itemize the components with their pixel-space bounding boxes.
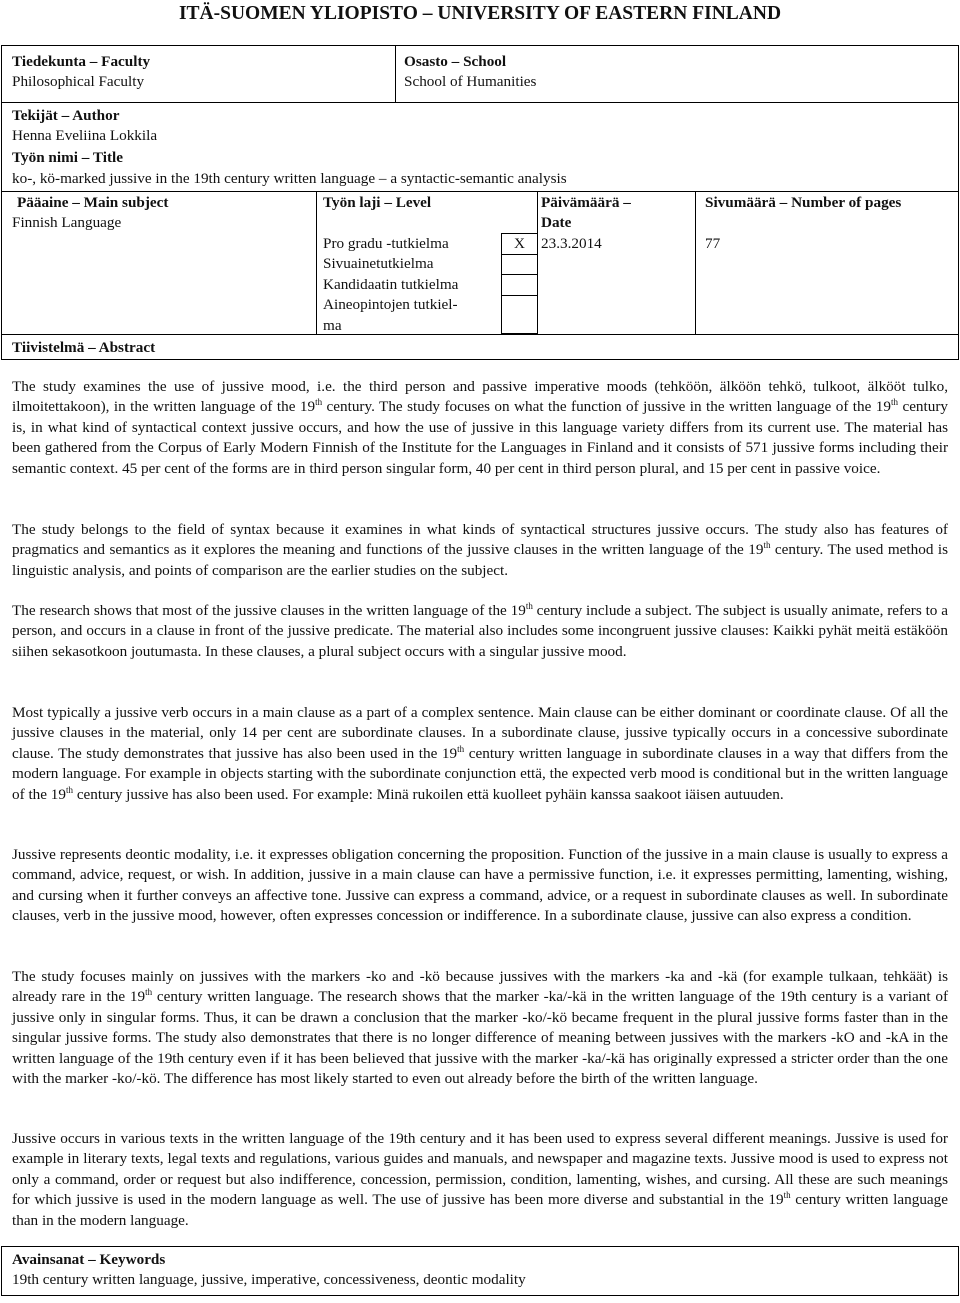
university-header: ITÄ-SUOMEN YLIOPISTO – UNIVERSITY OF EASTERN FINLAND — [178, 3, 782, 24]
date-value: 23.3.2014 — [541, 235, 602, 252]
keywords-value: 19th century written language, jussive, imperative, concessiveness, deontic modality — [12, 1271, 526, 1288]
divider — [501, 295, 538, 296]
abstract-paragraph: Most typically a jussive verb occurs in a main clause as a part of a complex sentence. Main clause can be either dominant or coordinate clause. Of all the jussive clauses in the material, only 14 per cent are subordinate clauses. In a subordinate clause, jussive typically occurs in a concessive subordinate clause. The study demonstrates that jussive has also been used in the 19th century written language in subordinate clauses in a way that differs from the modern language. For example in objects starting with the subordinate conjunction että, the expected verb mood is conditional but in the written language of the 19th century jussive has also been used. For example: Minä rukoilen että kuolleet pyhäin kanssa saakoot iäisen autuuden. — [12, 704, 948, 803]
divider — [316, 191, 317, 334]
pages-value: 77 — [705, 235, 721, 252]
title-value: ko-, kö-marked jussive in the 19th century written language – a syntactic-semantic analysis — [12, 170, 567, 187]
abstract-paragraph: The study examines the use of jussive mood, i.e. the third person and passive imperative moods (tehköön, älköön tehkö, tulkoot, älkööt tulko, ilmoitettakoon), in the written language of the 19th century. The study focuses on what the function of jussive in the written language of the 19th century is, in what kind of syntactical context jussive occurs, and how the use of jussive in this language variety differs from its current use. The material has been gathered from the Corpus of Early Modern Finnish of the Institute for the Languages in Finland and it consists of 571 jussive forms including their semantic context. 45 per cent of the forms are in third person singular form, 40 per cent in third person plural, and 15 per cent in passive voice. — [12, 378, 948, 477]
divider — [1, 102, 959, 103]
level-option: Pro gradu -tutkielma — [323, 235, 449, 252]
divider — [395, 45, 396, 103]
faculty-value: Philosophical Faculty — [12, 73, 145, 90]
author-label: Tekijät – Author — [12, 107, 120, 124]
pages-label: Sivumäärä – Number of pages — [705, 194, 902, 211]
abstract-paragraph: Jussive represents deontic modality, i.e. it expresses obligation concerning the proposition. Function of the jussive in a main clause is usually to express a command, advice, request, or wish. In addition, jussive in a main clause can have a permissive function, i.e. it expresses permitting, lamenting, wishing, and cursing when it further conveys an affective tone. Jussive can express a command, advice, or a request in subordinate clauses as well. In subordinate clauses, verb in the jussive mood, however, often expresses concession or indifference. In a subordinate clause, jussive can also express a condition. — [12, 846, 948, 925]
subject-label: Pääaine – Main subject — [17, 194, 169, 211]
keywords-label: Avainsanat – Keywords — [12, 1251, 166, 1268]
date-label: Date — [541, 214, 572, 231]
divider — [1, 191, 959, 192]
divider — [1, 334, 959, 335]
faculty-label: Tiedekunta – Faculty — [12, 53, 151, 70]
level-option: Aineopintojen tutkiel- — [323, 296, 458, 313]
author-value: Henna Eveliina Lokkila — [12, 127, 158, 144]
level-option: Kandidaatin tutkielma — [323, 276, 459, 293]
divider — [695, 191, 696, 334]
level-option: Sivuainetutkielma — [323, 255, 434, 272]
level-option: ma — [323, 317, 342, 334]
divider — [501, 274, 538, 275]
date-label: Päivämäärä – — [541, 194, 631, 211]
abstract-paragraph: The study belongs to the field of syntax because it examines in what kinds of syntactical structures jussive occurs. The study also has features of pragmatics and semantics as it explores the meaning and functions of the jussive clauses in the written language of the 19th century. The used method is linguistic analysis, and points of comparison are the earlier studies on the subject. — [12, 521, 949, 579]
level-checkbox-mark: X — [514, 235, 525, 252]
abstract-paragraph: The study focuses mainly on jussives with the markers -ko and -kö because jussives with the markers -ka and -kä (for example tulkaan, tehkäät) is already rare in the 19th century written language. The research shows that the marker -ka/-kä in the written language of the 19th century is a variant of jussive only in singular forms. Thus, it can be drawn a conclusion that the marker -ko/-kö became frequent in the plural jussive forms faster than in the singular jussive forms. The study also demonstrates that there is no longer difference of meaning between jussives with the markers -kO and -kA in the written language of the 19th century even if it has been believed that jussive with the marker -ka/-kä has originally expressed a stricter order than the one with the marker -ko/-kö. The difference has most likely started to even out already before the birth of the written language. — [12, 968, 949, 1088]
abstract-paragraph: The research shows that most of the jussive clauses in the written language of the 19th century include a subject. The subject is usually animate, refers to a person, and occurs in a clause in front of the jussive predicate. The material also includes some incongruent jussive clauses: Kaikki pyhät meitä estäköön siihen sekasotkoon joutumasta. In these clauses, a plural subject occurs with a singular jussive mood. — [12, 600, 948, 660]
subject-value: Finnish Language — [12, 214, 122, 231]
abstract-paragraph: Jussive occurs in various texts in the written language of the 19th century and it has been used to express several different meanings. Jussive is used for example in literary texts, legal texts and regulations, various guides and manuals, and newspaper and magazine texts. Jussive mood is used to express not only a command, order or request but also indifference, concession, permission, condition, lamenting, wishes, and cursing. All these are such meanings for which jussive is used in the modern language as well. The use of jussive has been more diverse and substantial in the 19th century written language than in the modern language. — [12, 1130, 948, 1229]
title-label: Työn nimi – Title — [12, 149, 123, 166]
school-label: Osasto – School — [404, 53, 507, 70]
school-value: School of Humanities — [404, 73, 537, 90]
level-label: Työn laji – Level — [323, 194, 432, 211]
abstract-label: Tiivistelmä – Abstract — [12, 339, 156, 356]
